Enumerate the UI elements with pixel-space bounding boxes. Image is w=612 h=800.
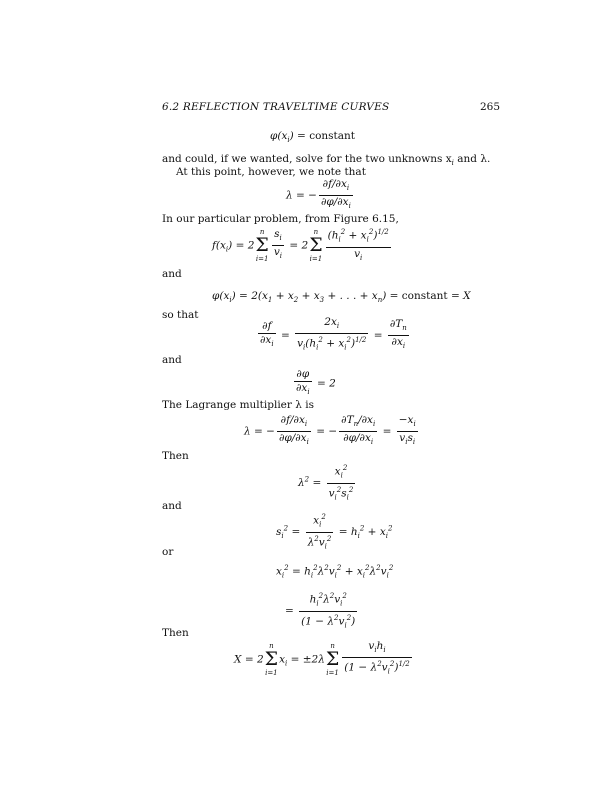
text-or: or [162,546,174,558]
equation-s-sq: $s_i^2$ = $\frac{x_i^2}{\lambda^2v_i^2}$ = $h_i^2 + x_i^2$ [276,513,393,551]
text-so-that: so that [162,309,199,321]
text-and-3: and [162,500,182,512]
paragraph-2: At this point, however, we note that [176,166,366,178]
text-then-2: Then [162,627,189,639]
equation-dphi-dx: $\frac{\partial\varphi}{\partial x_i}$ = 2 [296,368,336,397]
text-then-1: Then [162,450,189,462]
running-header [162,101,500,115]
text-and-1: and [162,268,182,280]
text-and-2: and [162,354,182,366]
equation-lambda-specific: λ = − $\frac{\partial f/\partial x_i}{\partial\varphi/\partial x_i}$ = − $\frac{\partial T_n/\partial x_i}{\partial\varphi/\partial x_i}$ = $\frac{-x_i}{v_is_i}$ [244,414,416,447]
paragraph-4: The Lagrange multiplier λ is [162,399,314,411]
equation-phi-sum: $\varphi(x_i) = 2(x_1 + x_2 + x_3$ + . . . + $x_n$) = constant = X [212,290,471,305]
equation-lambda-general: λ = − $\frac{\partial f/\partial x_i}{\partial\varphi/\partial x_i}$ [286,178,351,211]
equation-x-sq-2: = $\frac{h_i^2\lambda^2v_i^2}{(1 - \lambda^2v_i^2)}$ [285,592,356,630]
equation-x-sq: $x_i^2 = h_i^2\lambda^2v_i^2 + x_i^2\lambda^2v_i^2$ [276,564,394,580]
paragraph-3: In our particular problem, from Figure 6.15, [162,213,399,225]
equation-phi-constant: $\varphi(x_i)$ = constant [270,130,356,145]
equation-df-dx: $\frac{\partial f}{\partial x_i}$ = $\frac{2x_i}{v_i(h_i^2 + x_i^2)^{1/2}}$ = $\frac{\partial T_n}{\partial x_i}$ [260,316,407,352]
section-title: 6.2 REFLECTION TRAVELTIME CURVES [162,101,390,113]
paragraph-1: and could, if we wanted, solve for the two unknowns $x_i$ and λ. [162,153,491,168]
equation-X-sum: X = 2 n Σ i=1 $x_i = \pm 2\lambda$ n Σ i=1 $\frac{v_ih_i}{(1 - \lambda^2v_i^2)^{1/2}}$ [234,640,410,677]
equation-lambda-sq: $\lambda^2$ = $\frac{x_i^2}{v_i^2s_i^2}$ [298,464,354,502]
page-number: 265 [479,101,500,113]
equation-f-sum: $f(x_i) = 2$ n Σ i=1 $\frac{s_i}{v_i}$ = 2 n Σ i=1 $\frac{(h_i^2 + x_i^2)^{1/2}}{v_i}$ [212,227,389,263]
